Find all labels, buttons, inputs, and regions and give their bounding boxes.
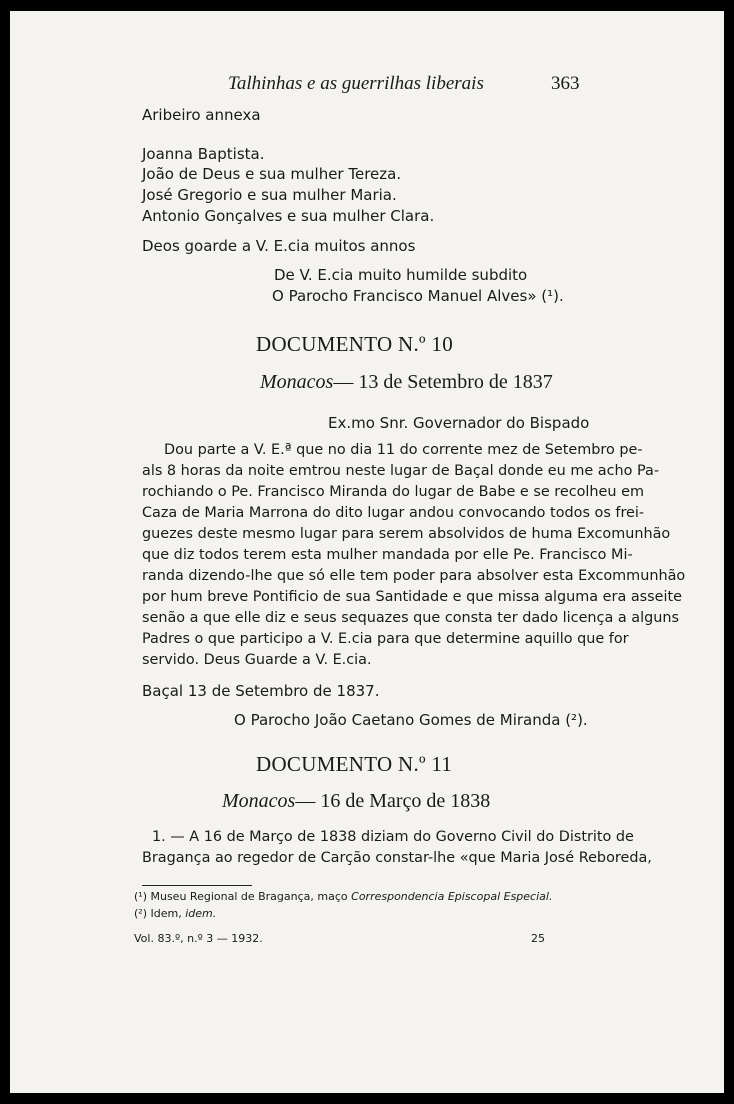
paragraph-line: 1. — A 16 de Março de 1838 diziam do Governo Civil do Distrito de	[152, 829, 634, 845]
signature-mark: 25	[531, 932, 545, 945]
footnote-text: (¹) Museu Regional de Bragança, maço	[134, 890, 348, 903]
signature-line: O Parocho João Caetano Gomes de Miranda (²).	[234, 711, 588, 729]
paragraph-line: Caza de Maria Marrona do dito lugar andou convocando todos os frei-	[142, 505, 645, 521]
signature-line: De V. E.cia muito humilde subdito	[274, 266, 528, 284]
paragraph-line: Dou parte a V. E.ª que no dia 11 do corrente mez de Setembro pe-	[164, 442, 643, 458]
paragraph-line: Padres o que participo a V. E.cia para que determine aquillo que for	[142, 631, 629, 647]
paragraph-line: guezes deste mesmo lugar para serem absolvidos de huma Excomunhão	[142, 526, 671, 542]
paragraph-line: servido. Deus Guarde a V. E.cia.	[142, 652, 372, 668]
paragraph-line: senão a que elle diz e seus sequazes que consta ter dado licença a alguns	[142, 610, 679, 626]
footnote-source: Correspondencia Episcopal Especial.	[351, 890, 553, 903]
footnote-text: (²) Idem,	[134, 907, 182, 920]
running-title: Talhinhas e as guerrilhas liberais	[228, 73, 484, 94]
footnote-rule	[142, 885, 252, 886]
list-item: João de Deus e sua mulher Tereza.	[142, 165, 402, 183]
document-date: — 13 de Setembro de 1837	[333, 371, 553, 393]
volume-info: Vol. 83.º, n.º 3 — 1932.	[134, 932, 263, 945]
document-place: Monacos	[222, 790, 296, 812]
document-heading: DOCUMENTO N.º 11	[256, 752, 453, 776]
document-heading: DOCUMENTO N.º 10	[256, 332, 454, 356]
paragraph-line: als 8 horas da noite emtrou neste lugar de Baçal donde eu me acho Pa-	[142, 463, 660, 479]
list-intro: Aribeiro annexa	[142, 106, 261, 124]
page-number: 363	[551, 73, 580, 94]
paragraph-line: Bragança ao regedor de Carção constar-lhe «que Maria José Reboreda,	[142, 850, 652, 866]
list-item: Antonio Gonçalves e sua mulher Clara.	[142, 207, 435, 225]
document-page	[10, 11, 724, 1093]
document-place: Monacos	[260, 371, 334, 393]
list-item: José Gregorio e sua mulher Maria.	[142, 186, 397, 204]
salutation: Ex.mo Snr. Governador do Bispado	[328, 414, 590, 432]
document-subheading	[222, 790, 490, 813]
signature-line: O Parocho Francisco Manuel Alves» (¹).	[272, 287, 564, 305]
footnote-source: idem.	[185, 907, 217, 920]
paragraph-line: randa dizendo-lhe que só elle tem poder para absolver esta Excommunhão	[142, 568, 686, 584]
footnote-2	[134, 907, 216, 920]
document-date: — 16 de Março de 1838	[295, 790, 491, 812]
footnote-1	[134, 890, 552, 903]
paragraph-line: rochiando o Pe. Francisco Miranda do lugar de Babe e se recolheu em	[142, 484, 644, 500]
list-item: Joanna Baptista.	[142, 145, 265, 163]
document-subheading	[260, 371, 553, 394]
letter-closing: Deos goarde a V. E.cia muitos annos	[142, 237, 416, 255]
paragraph-line: por hum breve Pontificio de sua Santidade e que missa alguma era asseite	[142, 589, 683, 605]
paragraph-line: que diz todos terem esta mulher mandada por elle Pe. Francisco Mi-	[142, 547, 633, 563]
dateline: Baçal 13 de Setembro de 1837.	[142, 682, 380, 700]
